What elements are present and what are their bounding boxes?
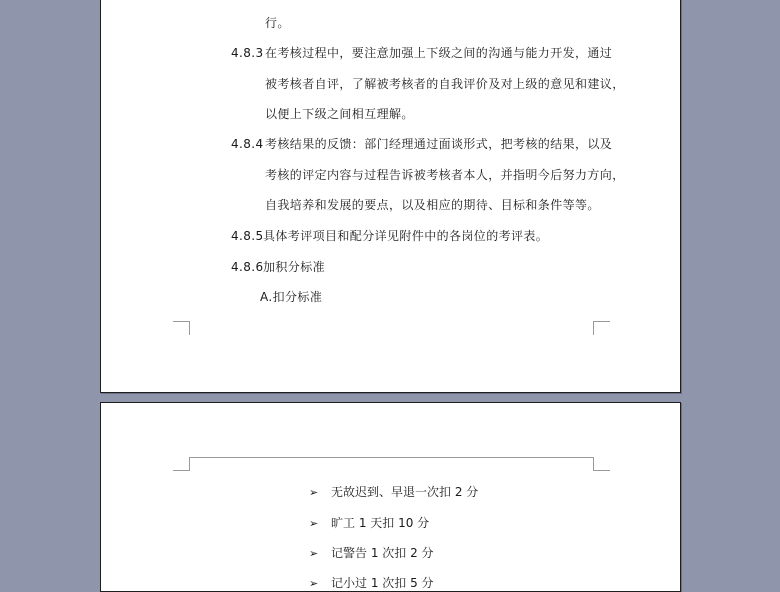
paragraph-text: 在考核过程中，要注意加强上下级之间的沟通与能力开发，通过 [265, 46, 613, 60]
section-4-8-6 [231, 258, 325, 275]
crop-mark-top-right [593, 457, 610, 471]
subsection-a: A.扣分标准 [260, 290, 323, 304]
arrow-bullet-icon: ➢ [309, 577, 319, 590]
list-item: ➢ 记小过 1 次扣 5 分 [309, 576, 434, 590]
arrow-bullet-icon: ➢ [309, 547, 319, 560]
paragraph-line: 以便上下级之间相互理解。 [265, 107, 414, 121]
crop-mark-bottom-right [593, 321, 610, 335]
list-item: ➢ 旷工 1 天扣 10 分 [309, 516, 430, 530]
crop-mark-bottom-left [173, 321, 190, 335]
arrow-bullet-icon: ➢ [309, 517, 319, 530]
list-item: ➢ 记警告 1 次扣 2 分 [309, 546, 434, 560]
document-page-1 [100, 0, 681, 393]
section-number: 4.8.5 [231, 229, 264, 243]
document-page-2 [100, 402, 681, 592]
section-number: 4.8.3 [231, 46, 264, 60]
section-number: 4.8.4 [231, 137, 264, 151]
paragraph-line: 行。 [265, 16, 290, 30]
arrow-bullet-icon: ➢ [309, 486, 319, 499]
paragraph-line: 被考核者自评，了解被考核者的自我评价及对上级的意见和建议， [265, 77, 625, 91]
paragraph-text: 具体考评项目和配分详见附件中的各岗位的考评表。 [263, 229, 549, 243]
crop-mark-top-left [173, 457, 190, 471]
paragraph-text: 考核结果的反馈：部门经理通过面谈形式，把考核的结果，以及 [265, 137, 613, 151]
paragraph-line: 自我培养和发展的要点，以及相应的期待、目标和条件等等。 [265, 198, 600, 212]
section-4-8-4 [231, 135, 612, 152]
paragraph-line: 考核的评定内容与过程告诉被考核者本人，并指明今后努力方向， [265, 168, 625, 182]
list-item: ➢ 无故迟到、早退一次扣 2 分 [309, 485, 479, 499]
section-4-8-3 [231, 44, 612, 61]
section-4-8-5 [231, 227, 548, 244]
section-number: 4.8.6 [231, 260, 264, 274]
paragraph-text: 加积分标准 [263, 260, 326, 274]
margin-guide-line [189, 457, 593, 458]
